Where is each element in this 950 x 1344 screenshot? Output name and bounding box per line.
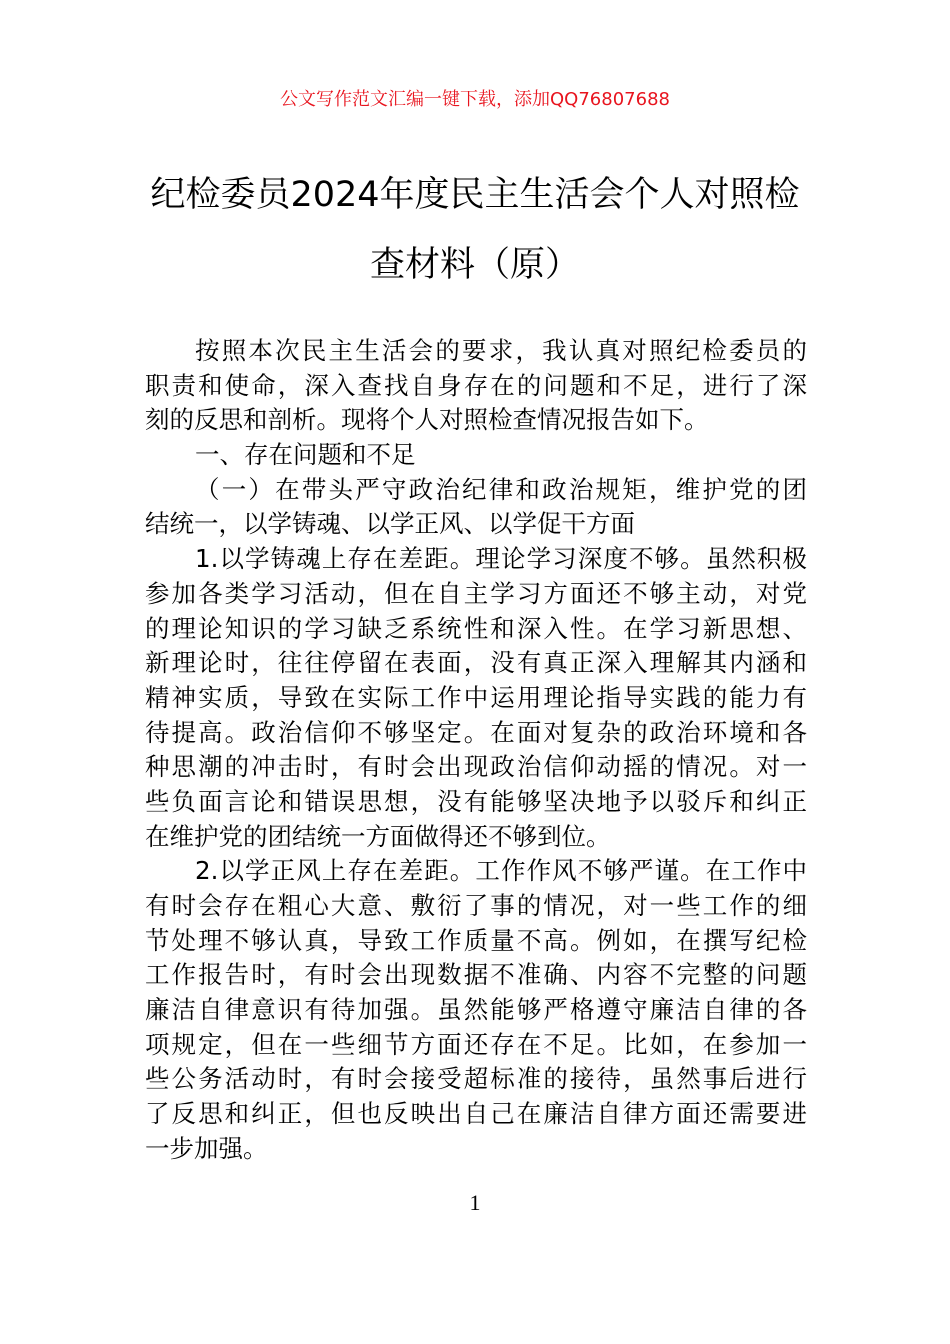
paragraph-line: 工作报告时，有时会出现数据不准确、内容不完整的问题 <box>145 960 807 990</box>
paragraph-line: 的理论知识的学习缺乏系统性和深入性。在学习新思想、 <box>145 613 807 643</box>
header-note: 公文写作范文汇编一键下载，添加QQ76807688 <box>280 89 670 110</box>
paragraph-line: 职责和使命，深入查找自身存在的问题和不足，进行了深 <box>145 370 807 400</box>
paragraph-line: 种思潮的冲击时，有时会出现政治信仰动摇的情况。对一 <box>145 752 807 782</box>
paragraph-line: 新理论时，往往停留在表面，没有真正深入理解其内涵和 <box>145 648 807 678</box>
paragraph-line: 精神实质，导致在实际工作中运用理论指导实践的能力有 <box>145 682 807 712</box>
document-body <box>145 334 807 1167</box>
paragraph-line: 一、存在问题和不足 <box>195 440 416 470</box>
paragraph <box>145 854 807 1166</box>
paragraph-line: 结统一，以学铸魂、以学正风、以学促干方面 <box>145 509 635 539</box>
paragraph-line: 些公务活动时，有时会接受超标准的接待，虽然事后进行 <box>145 1064 807 1094</box>
page-number: 1 <box>469 1190 481 1215</box>
paragraph-line: （一）在带头严守政治纪律和政治规矩，维护党的团 <box>195 474 807 504</box>
paragraph-line: 些负面言论和错误思想，没有能够坚决地予以驳斥和纠正 <box>145 786 807 816</box>
paragraph-line: 参加各类学习活动，但在自主学习方面还不够主动，对党 <box>145 578 807 608</box>
paragraph-line: 一步加强。 <box>145 1133 268 1163</box>
document-title-line-1: 纪检委员2024年度民主生活会个人对照检 <box>150 175 800 215</box>
paragraph <box>145 334 807 438</box>
paragraph-line: 2.以学正风上存在差距。工作作风不够严谨。在工作中 <box>195 856 807 886</box>
paragraph <box>145 542 807 854</box>
paragraph-line: 1.以学铸魂上存在差距。理论学习深度不够。虽然积极 <box>195 544 807 574</box>
paragraph <box>145 438 807 473</box>
paragraph-line: 刻的反思和剖析。现将个人对照检查情况报告如下。 <box>145 405 709 435</box>
paragraph-line: 在维护党的团结统一方面做得还不够到位。 <box>145 821 611 851</box>
paragraph-line: 按照本次民主生活会的要求，我认真对照纪检委员的 <box>195 336 807 365</box>
paragraph-line: 项规定，但在一些细节方面还存在不足。比如，在参加一 <box>145 1029 807 1059</box>
paragraph-line: 有时会存在粗心大意、敷衍了事的情况，对一些工作的细 <box>145 891 807 920</box>
paragraph <box>145 473 807 542</box>
paragraph-line: 了反思和纠正，但也反映出自己在廉洁自律方面还需要进 <box>145 1099 807 1129</box>
paragraph-line: 待提高。政治信仰不够坚定。在面对复杂的政治环境和各 <box>145 717 807 747</box>
paragraph-line: 节处理不够认真，导致工作质量不高。例如，在撰写纪检 <box>145 925 807 955</box>
document-title-line-2: 查材料（原） <box>369 245 580 285</box>
paragraph-line: 廉洁自律意识有待加强。虽然能够严格遵守廉洁自律的各 <box>145 995 807 1025</box>
